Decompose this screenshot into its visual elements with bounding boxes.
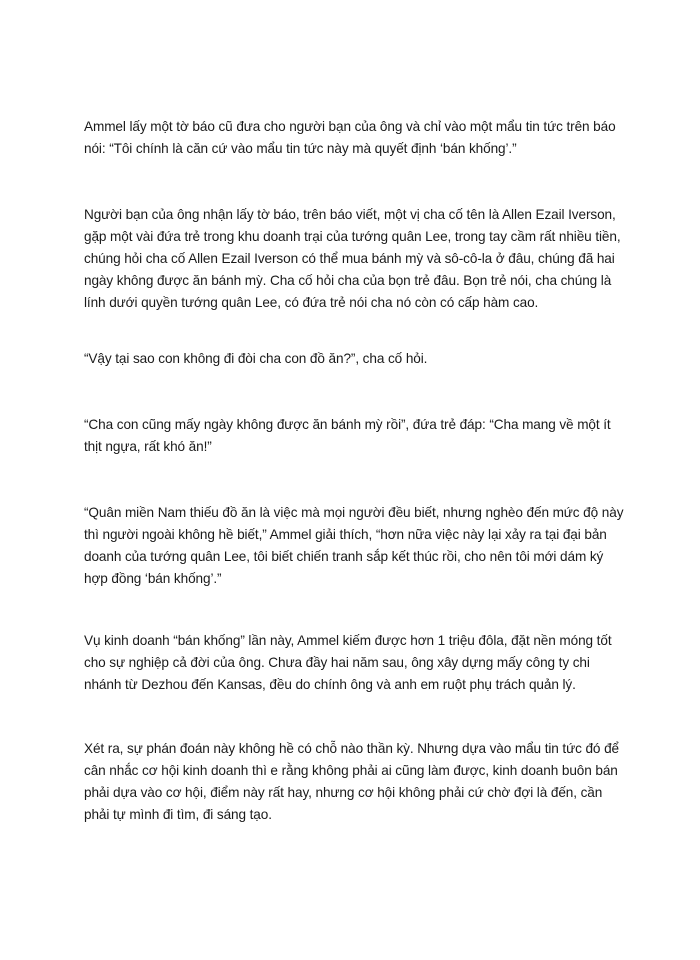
paragraph-1: Ammel lấy một tờ báo cũ đưa cho người bạn của ông và chỉ vào một mẩu tin tức trên báo nói: “Tôi chính là căn cứ vào mẩu tin tức này mà quyết định ‘bán khống’.” [84, 119, 616, 156]
paragraph-4: “Cha con cũng mấy ngày không được ăn bánh mỳ rồi”, đứa trẻ đáp: “Cha mang về một ít thịt ngựa, rất khó ăn!” [84, 417, 611, 454]
paragraph-3: “Vậy tại sao con không đi đòi cha con đồ ăn?”, cha cố hỏi. [84, 351, 428, 366]
paragraph-5: “Quân miền Nam thiếu đồ ăn là việc mà mọi người đều biết, nhưng nghèo đến mức độ này thì người ngoài không hề biết,” Ammel giải thích, “hơn nữa việc này lại xảy ra tại đại bản doanh của tướng quân Lee, tôi biết chiến tranh sắp kết thúc rồi, cho nên tôi mới dám ký hợp đồng ‘bán khống’.” [84, 505, 624, 586]
paragraph-7: Xét ra, sự phán đoán này không hề có chỗ nào thần kỳ. Nhưng dựa vào mẩu tin tức đó để cân nhắc cơ hội kinh doanh thì e rằng không phải ai cũng làm được, kinh doanh buôn bán phải dựa vào cơ hội, điểm này rất hay, nhưng cơ hội không phải cứ chờ đợi là đến, cần phải tự mình đi tìm, đi sáng tạo. [84, 741, 619, 822]
paragraph-2: Người bạn của ông nhận lấy tờ báo, trên báo viết, một vị cha cố tên là Allen Ezail Iverson, gặp một vài đứa trẻ trong khu doanh trại của tướng quân Lee, trong tay cầm rất nhiều tiền, chúng hỏi cha cố Allen Ezail Iverson có thể mua bánh mỳ và sô-cô-la ở đâu, chúng đã hai ngày không được ăn bánh mỳ. Cha cố hỏi cha của bọn trẻ đâu. Bọn trẻ nói, cha chúng là lính dưới quyền tướng quân Lee, có đứa trẻ nói cha nó còn có cấp hàm cao. [84, 207, 621, 310]
paragraph-6: Vụ kinh doanh “bán khống” lần này, Ammel kiếm được hơn 1 triệu đôla, đặt nền móng tốt cho sự nghiệp cả đời của ông. Chưa đầy hai năm sau, ông xây dựng mấy công ty chi nhánh từ Dezhou đến Kansas, đều do chính ông và anh em ruột phụ trách quản lý. [84, 633, 612, 692]
